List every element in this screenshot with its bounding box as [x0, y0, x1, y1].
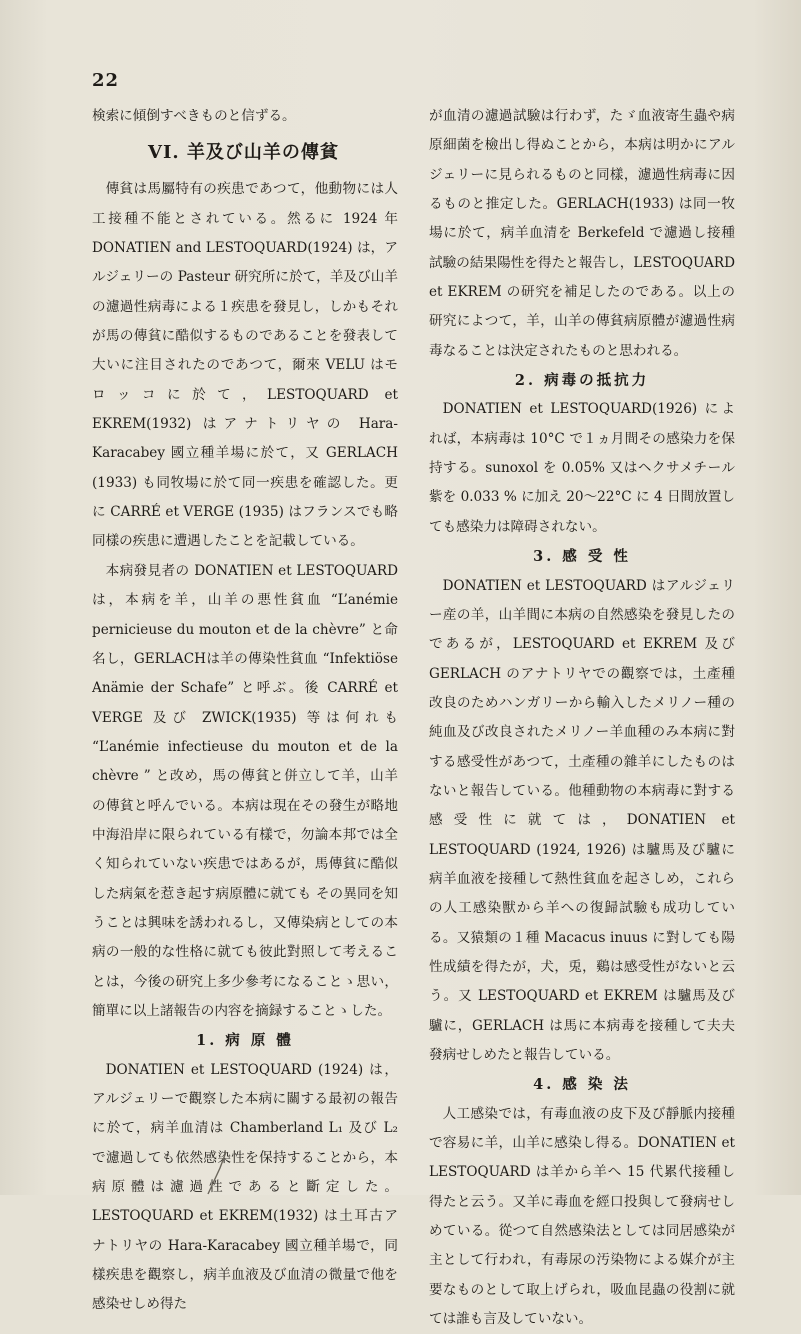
pathogen-paragraph: DONATIEN et LESTOQUARD (1924) は，アルジェリーで觀察した本病に關する最初の報告に於て，病羊血清は Chamberland L₁ 及び L₂ で濾過しても依然感染性を保持することから，本病原體は濾過性であると斷定した。LESTOQUARD et EKREM(1932) は土耳古アナトリヤの Hara-Karacabey 國立種羊場で，同樣疾患を觀察し，病羊血液及び血清の微量で他を感染せしめ得た	[92, 1061, 398, 1313]
left-column	[92, 102, 398, 1320]
infection-paragraph: 人工感染では，有毒血液の皮下及び靜脈内接種で容易に羊，山羊に感染し得る。DONATIEN et LESTOQUARD は羊から羊へ 15 代累代接種し得たと云う。又羊に毒血を經口投與して發病せしめている。從つて自然感染法としては同居感染が主として行われ，有毒尿の汚染物による媒介が主要なものとして取上げられ，吸血昆蟲の役割に就ては誰も言及していない。	[429, 1105, 735, 1328]
continuation-paragraph: が血清の濾過試驗は行わず，たゞ血液寄生蟲や病原細菌を檢出し得ぬことから，本病は明かにアルジェリーに見られるものと同樣，濾過性病毒に因るものと推定した。GERLACH(1933) は同一牧場に於て，病羊血清を Berkefeld で濾過し接種試驗の結果陽性を得たと報告し，LESTOQUARD et EKREM の研究を補足したのである。以上の研究によつて，羊，山羊の傳貧病原體が濾過性病毒なることは決定されたものと思われる。	[429, 108, 735, 359]
subsection-heading-susceptibility: 3. 感 受 性	[533, 548, 631, 566]
subsection-heading-resistance: 2. 病毒の抵抗力	[514, 372, 650, 390]
section-heading: VI. 羊及び山羊の傳貧	[148, 142, 339, 164]
resistance-paragraph: DONATIEN et LESTOQUARD(1926) によれば，本病毒は 10°C で１ヵ月間その感染力を保持する。sunoxol を 0.05% 又はヘクサメチール紫を 0.033 % に加え 20〜22°C に 4 日間放置しても感染力は障碍されない。	[429, 401, 735, 535]
susceptibility-paragraph: DONATIEN et LESTOQUARD はアルジェリー産の羊，山羊間に本病の自然感染を發見したのであるが，LESTOQUARD et EKREM 及び GERLACH のアナトリヤでの觀察では，土產種改良のためハンガリーから輸入したメリノー種の純血及び改良されたメリノー羊血種のみ本病に對する感受性があつて，土產種の雜羊にしたものはないと報告している。他種動物の本病毒に對する感受性に就ては，DONATIEN et LESTOQUARD (1924, 1926) は驢馬及び驢に病羊血液を接種して熱性貧血を起さしめ，これらの人工感染獸から羊への復歸試驗も成功している。又猿類の１種 Macacus inuus に對しても陽性成績を得たが，犬，兎，鷄は感受性がないと云う。又 LESTOQUARD et EKREM は驢馬及び驢に，GERLACH は馬に本病毒を接種して夫夫發病せしめたと報告している。	[429, 577, 735, 1063]
intro-paragraph-2: 本病發見者の DONATIEN et LESTOQUARD は，本病を羊，山羊の悪性貧血 “L’anémie pernicieuse du mouton et de la chèvre” と命名し，GERLACHは羊の傳染性貧血 “Infektiöse Anämie der Schafe” と呼ぶ。後 CARRÉ et VERGE 及び ZWICK(1935) 等は何れも “L’anémie infectieuse du mouton et de la chèvre ” と改め，馬の傳貧と併立して羊，山羊の傳貧と呼んでいる。本病は現在その發生が略地中海沿岸に限られている有樣で，勿論本邦では全く知られていない疾患ではあるが，馬傳貧に酷似した病氣を惹き起す病原體に就ても その異同を知うことは興味を誘われるし，又傳染病としての本病の一般的な性格に就ても彼此對照して考えることは，今後の研究上多少參考になることゝ思い，簡單に以上諸報告の内容を摘録することゝした。	[92, 562, 398, 1019]
subsection-heading-pathogen: 1. 病 原 體	[196, 1032, 294, 1050]
opening-line: 検索に傾倒すべきものと信ずる。	[92, 108, 296, 124]
intro-paragraph-1: 傳貧は馬屬特有の疾患であつて，他動物には人工接種不能とされている。然るに 1924 年 DONATIEN and LESTOQUARD(1924) は，アルジェリーの Pasteur 研究所に於て，羊及び山羊の濾過性病毒による１疾患を發見し，しかもそれが馬の傳貧に酷似するものであることを發表して大いに注目されたのであつて，爾來 VELU はモロッコに於て，LESTOQUARD et EKREM(1932) はアナトリヤの Hara-Karacabey 國立種羊場に於て，又 GERLACH (1933) も同牧場に於て同一疾患を確認した。更に CARRÉ et VERGE (1935) はフランスでも略同樣の疾患に遭遇したことを記載している。	[92, 181, 398, 550]
right-column	[429, 102, 735, 1334]
pencil-mark	[198, 1138, 238, 1195]
page-number: 22	[92, 70, 120, 91]
subsection-heading-infection: 4. 感 染 法	[533, 1076, 631, 1094]
